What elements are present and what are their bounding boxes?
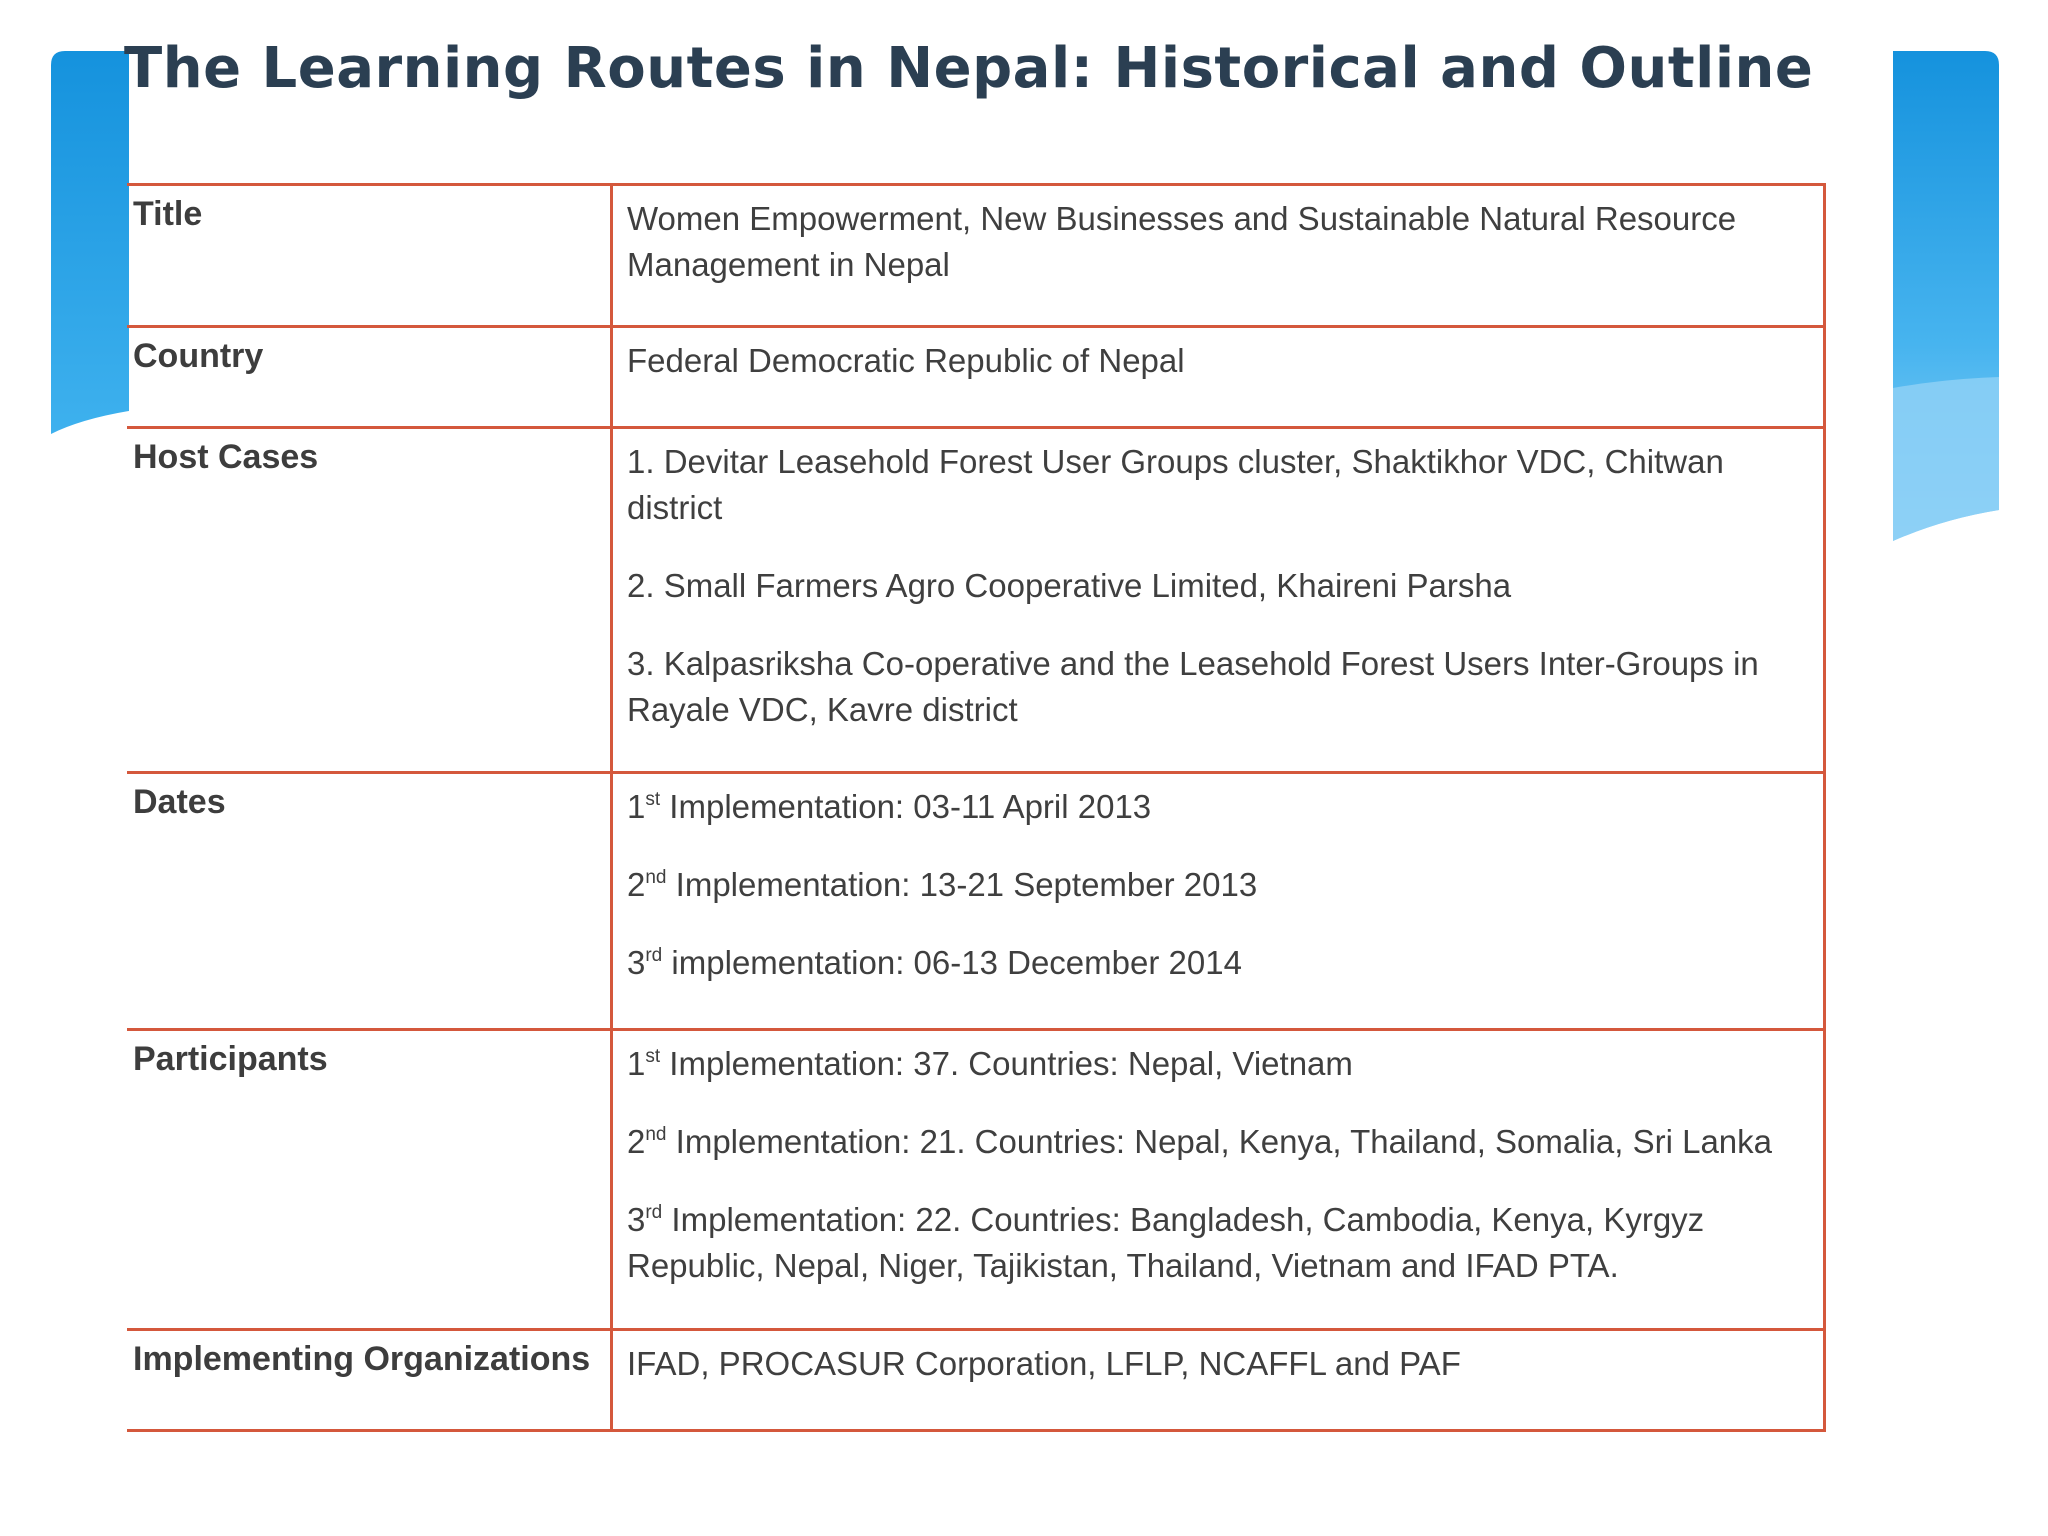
- host-case-item: 2. Small Farmers Agro Cooperative Limited, Khaireni Parsha: [627, 567, 1512, 604]
- item-text: implementation: 06-13 December 2014: [662, 944, 1242, 981]
- item-text: Implementation: 22. Countries: Bangladesh, Cambodia, Kenya, Kyrgyz Republic, Nepal, Niger, Tajikistan, Thailand, Vietnam and IFAD PTA.: [627, 1201, 1705, 1284]
- date-item: [627, 940, 1807, 986]
- right-blue-ribbon: [1893, 51, 1999, 541]
- table-row-dates: [127, 773, 1825, 1030]
- outline-table-container: [127, 183, 1826, 1432]
- item-number: 2: [627, 866, 646, 903]
- row-value-title: Women Empowerment, New Businesses and Sustainable Natural Resource Management in Nepal: [612, 185, 1825, 327]
- slide-title: The Learning Routes in Nepal: Historical and Outline: [124, 36, 1814, 101]
- row-label-title: Title: [127, 185, 612, 327]
- participant-item: [627, 1041, 1807, 1087]
- host-case-item: 1. Devitar Leasehold Forest User Groups cluster, Shaktikhor VDC, Chitwan district: [627, 443, 1724, 526]
- item-text: Implementation: 13-21 September 2013: [666, 866, 1258, 903]
- item-text: Implementation: 37. Countries: Nepal, Vietnam: [660, 1045, 1353, 1082]
- outline-table: [127, 183, 1826, 1432]
- host-case-item: 3. Kalpasriksha Co-operative and the Leasehold Forest Users Inter-Groups in Rayale VDC, Kavre district: [627, 645, 1759, 728]
- row-label-host-cases: Host Cases: [127, 428, 612, 773]
- row-label-dates: Dates: [127, 773, 612, 1030]
- date-item: [627, 862, 1807, 908]
- row-label-participants: Participants: [127, 1030, 612, 1330]
- row-value-country: Federal Democratic Republic of Nepal: [612, 327, 1825, 428]
- item-number: 1: [627, 1045, 646, 1082]
- row-value-participants: [612, 1030, 1825, 1330]
- item-number: 3: [627, 944, 646, 981]
- row-label-implementing-organizations: Implementing Organizations: [127, 1330, 612, 1431]
- participant-item: [627, 1119, 1807, 1165]
- table-row-title: [127, 185, 1825, 327]
- table-row-country: [127, 327, 1825, 428]
- ordinal-suffix: nd: [645, 867, 667, 888]
- item-number: 3: [627, 1201, 646, 1238]
- item-text: Implementation: 03-11 April 2013: [660, 788, 1152, 825]
- row-value-dates: [612, 773, 1825, 1030]
- item-number: 2: [627, 1123, 646, 1160]
- ordinal-suffix: rd: [645, 1202, 663, 1223]
- table-row-implementing-organizations: [127, 1330, 1825, 1431]
- participant-item: [627, 1197, 1807, 1289]
- table-row-participants: [127, 1030, 1825, 1330]
- item-number: 1: [627, 788, 646, 825]
- row-value-host-cases: [612, 428, 1825, 773]
- date-item: [627, 784, 1807, 830]
- row-label-country: Country: [127, 327, 612, 428]
- ordinal-suffix: st: [645, 1046, 661, 1067]
- ordinal-suffix: rd: [645, 945, 663, 966]
- table-row-host-cases: [127, 428, 1825, 773]
- left-blue-ribbon: [51, 51, 129, 434]
- item-text: Implementation: 21. Countries: Nepal, Kenya, Thailand, Somalia, Sri Lanka: [666, 1123, 1772, 1160]
- ordinal-suffix: nd: [645, 1124, 667, 1145]
- ordinal-suffix: st: [645, 789, 661, 810]
- row-value-implementing-organizations: IFAD, PROCASUR Corporation, LFLP, NCAFFL and PAF: [612, 1330, 1825, 1431]
